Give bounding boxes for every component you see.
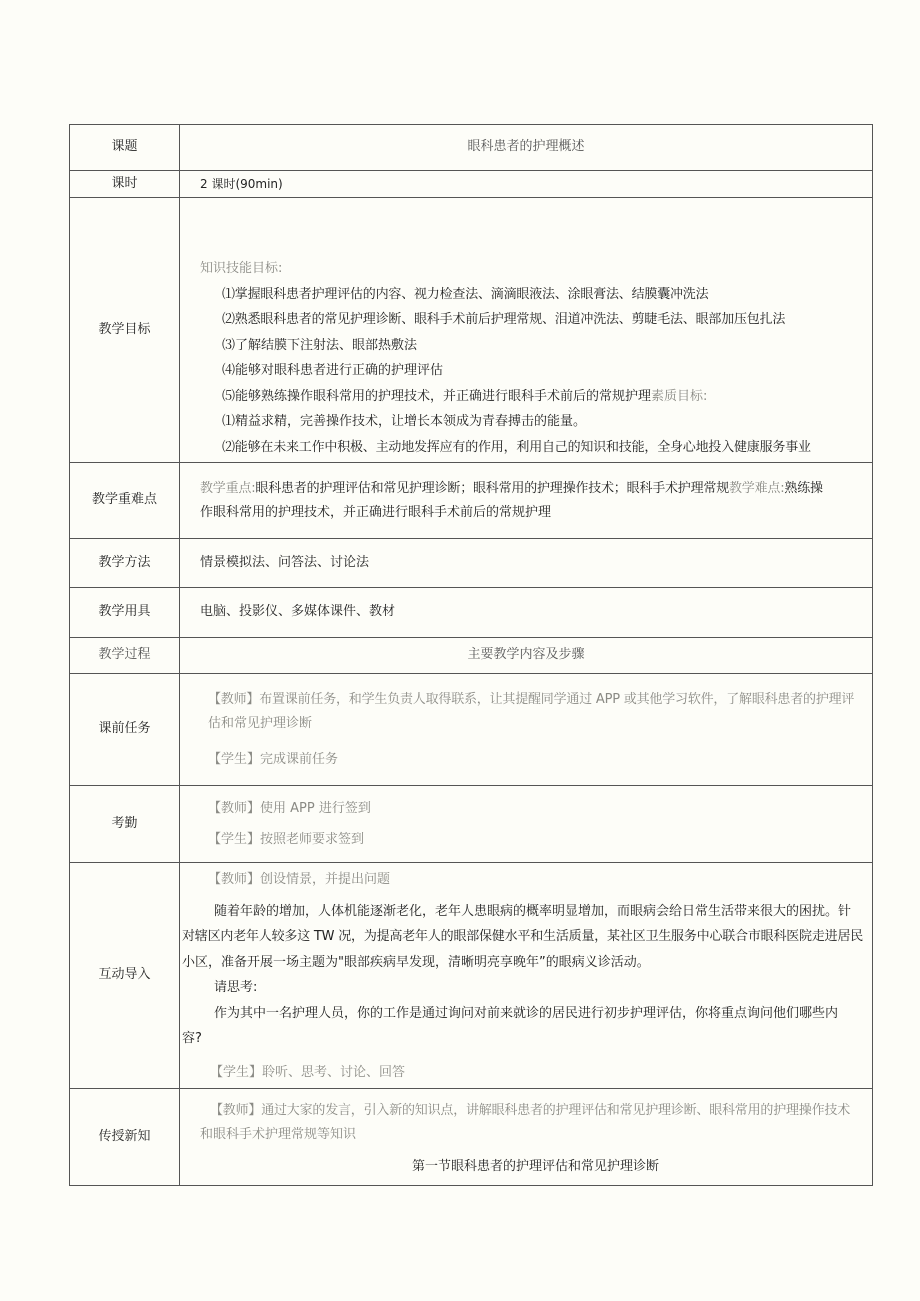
goal-item-4: ⑷能够对眼科患者进行正确的护理评估 (222, 363, 444, 378)
process-header-right: 主要教学内容及步骤 (180, 638, 873, 674)
intro-para-2: 对辖区内老年人较多这 TW 况，为提高老年人的眼部保健水平和生活质量，某社区卫生服务中心联合市眼科医院走进居民 (182, 929, 864, 944)
intro-content (180, 863, 873, 1089)
pre-task-student: 【学生】完成课前任务 (208, 751, 339, 767)
quality-item-1: ⑴精益求精，完善操作技术，让增长本领成为青春搏击的能量。 (222, 414, 587, 429)
intro-para-3: 小区，准备开展一场主题为"眼部疾病早发现，清晰明亮享晚年”的眼病义诊活动。 (182, 954, 650, 970)
methods-value: 情景模拟法、问答法、讨论法 (180, 539, 873, 588)
key-points-label: 教学重难点 (70, 463, 180, 539)
row-process-header (70, 638, 873, 674)
quality-heading: 素质目标: (651, 388, 708, 404)
goal-item-5: ⑸能够熟练操作眼科常用的护理技术，并正确进行眼科手术前后的常规护理 (222, 388, 652, 404)
teach-teacher-2: 和眼科手术护理常规等知识 (200, 1127, 357, 1142)
topic-label: 课题 (70, 125, 180, 171)
goal-item-1: ⑴掌握眼科患者护理评估的内容、视力检查法、滴滴眼液法、涂眼膏法、结膜囊冲洗法 (222, 286, 709, 302)
goal-item-2: ⑵熟悉眼科患者的常见护理诊断、眼科手术前后护理常规、泪道冲洗法、剪睫毛法、眼部加压包扎法 (222, 312, 786, 327)
pre-task-content (180, 674, 873, 786)
hours-value: 2 课时(90min) (180, 171, 873, 198)
row-tools (70, 588, 873, 638)
topic-title: 眼科患者的护理概述 (180, 125, 873, 171)
lesson-plan-table (69, 124, 873, 1186)
teach-teacher-1: 【教师】通过大家的发言，引入新的知识点，讲解眼科患者的护理评估和常见护理诊断、眼科常用的护理操作技术 (210, 1103, 851, 1118)
pre-task-label: 课前任务 (70, 674, 180, 786)
teach-label: 传授新知 (70, 1089, 180, 1186)
pre-task-teacher-1: 【教师】布置课前任务，和学生负责人取得联系，让其提醒同学通过 APP 或其他学习软件，了解眼科患者的护理评 (208, 691, 855, 707)
key-label: 教学重点: (200, 480, 256, 496)
pre-task-teacher-2: 估和常见护理诊断 (208, 715, 313, 731)
row-hours (70, 171, 873, 198)
row-key-points (70, 463, 873, 539)
methods-label: 教学方法 (70, 539, 180, 588)
teach-content (180, 1089, 873, 1186)
hard-label: 教学难点: (729, 480, 785, 496)
quality-item-2: ⑵能够在未来工作中积极、主动地发挥应有的作用，利用自己的知识和技能，全身心地投入健康服务事业 (222, 439, 811, 455)
row-topic (70, 125, 873, 171)
key-points-content (180, 463, 873, 539)
tools-label: 教学用具 (70, 588, 180, 638)
row-methods (70, 539, 873, 588)
row-goals (70, 198, 873, 463)
intro-teacher: 【教师】创设情景，并提出问题 (208, 872, 391, 887)
attendance-teacher: 【教师】使用 APP 进行签到 (208, 801, 371, 816)
intro-label: 互动导入 (70, 863, 180, 1089)
goals-heading: 知识技能目标: (200, 261, 283, 276)
attendance-student: 【学生】按照老师要求签到 (208, 832, 365, 847)
hours-label: 课时 (70, 171, 180, 198)
attendance-label: 考勤 (70, 786, 180, 863)
teach-section: 第一节眼科患者的护理评估和常见护理诊断 (411, 1159, 659, 1174)
row-attendance (70, 786, 873, 863)
intro-student: 【学生】聆听、思考、讨论、回答 (210, 1064, 406, 1080)
intro-question-1: 作为其中一名护理人员，你的工作是通过询问对前来就诊的居民进行初步护理评估，你将重点询问他们哪些内 (214, 1005, 839, 1021)
tools-value: 电脑、投影仪、多媒体课件、教材 (180, 588, 873, 638)
goals-content (180, 198, 873, 463)
hard-text-2: 作眼科常用的护理技术，并正确进行眼科手术前后的常规护理 (200, 504, 552, 520)
hard-text-1: 熟练操 (784, 480, 823, 496)
intro-think: 请思考: (214, 980, 258, 995)
row-pre-task (70, 674, 873, 786)
row-intro (70, 863, 873, 1089)
attendance-content (180, 786, 873, 863)
intro-question-2: 容? (182, 1031, 202, 1046)
row-teach (70, 1089, 873, 1186)
goals-label: 教学目标 (70, 198, 180, 463)
key-text: 眼科患者的护理评估和常见护理诊断；眼科常用的护理操作技术；眼科手术护理常规 (255, 480, 729, 496)
process-header-left: 教学过程 (70, 638, 180, 674)
goal-item-3: ⑶了解结膜下注射法、眼部热敷法 (222, 337, 418, 353)
intro-para-1: 随着年龄的增加，人体机能逐渐老化，老年人患眼病的概率明显增加，而眼病会给日常生活带来很大的困扰。针 (214, 903, 852, 919)
